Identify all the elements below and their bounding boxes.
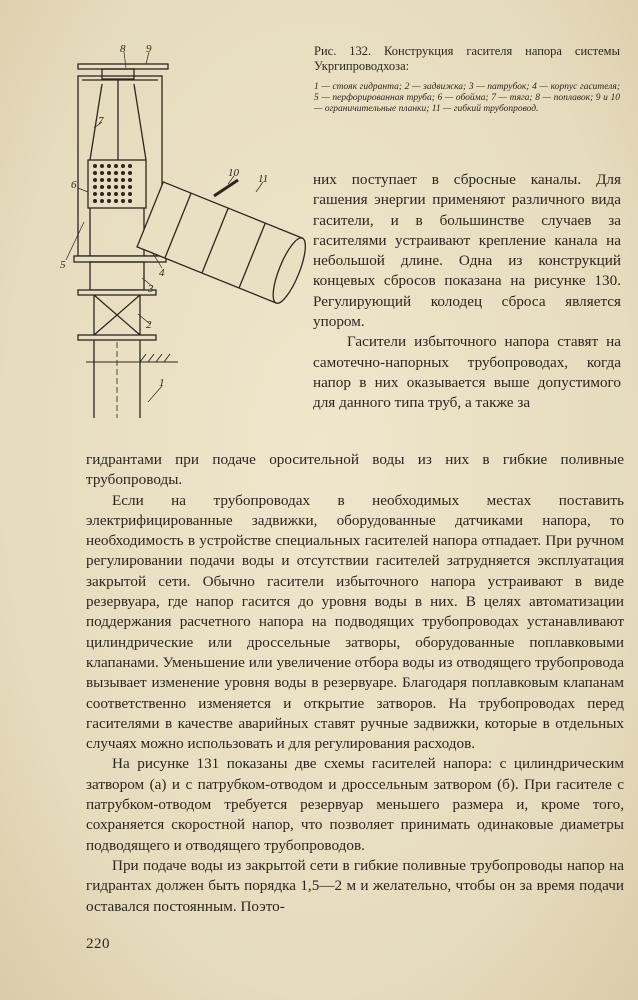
wrapped-text-column [313, 170, 621, 414]
limit-plank-10 [214, 180, 238, 196]
label-6: 6 [71, 179, 77, 191]
limit-plank-9 [78, 64, 168, 69]
figure-132-diagram [28, 42, 318, 422]
float-8 [102, 69, 134, 79]
caption-title: Рис. 132. Конструкция гасителя напора системы Укргипроводхоза: [314, 44, 620, 73]
label-5: 5 [60, 259, 66, 271]
paragraph: На рисунке 131 показаны две схемы гасителей напора: с цилиндрическим затвором (а) и с патрубком-отводом и дроссельным затвором (б). При гасителе с патрубком-отводом требуется резервуар меньшего размера и, кроме того, сохраняется скоростной напор, что позволяет принимать одинаковые диаметры подводящего и отводящего трубопроводов. [86, 755, 624, 854]
branch-pipe-3 [90, 262, 144, 290]
body-text [86, 450, 624, 917]
label-3: 3 [148, 283, 154, 295]
label-9: 9 [146, 43, 152, 55]
label-2: 2 [146, 319, 152, 331]
label-7: 7 [98, 115, 104, 127]
gate-valve-2 [94, 295, 140, 335]
caption-legend: 1 — стояк гидранта; 2 — задвижка; 3 — патрубок; 4 — корпус гасителя; 5 — перфорированная труба; 6 — обойма; 7 — тяга; 8 — поплавок; 9 и 10 — ограничительные планки; 11 — гибкий трубопровод. [314, 82, 620, 114]
label-11: 11 [258, 173, 269, 185]
label-1: 1 [159, 377, 165, 389]
figure-caption [314, 44, 620, 115]
paragraph: гидрантами при подаче оросительной воды из них в гибкие поливные трубопроводы. [86, 451, 624, 489]
paragraph: При подаче воды из закрытой сети в гибкие поливные трубопроводы напор на гидрантах должен быть порядка 1,5—2 м и желательно, чтобы он за время подачи оставался постоянным. Поэто- [86, 856, 624, 915]
paragraph: Если на трубопроводах в необходимых местах поставить электрифицированные задвижки, оборудованные датчиками напора, то необходимость в устройстве специальных гасителей напора отпадает. При ручном регулировании подачи воды и отсутствии гасителей затрудняется эксплуатация закрытой сети. Обычно гасители избыточного напора устраивают в виде резервуара, где напор гасится до уровня воды в них. В целях автоматизации поддержания расчетного напора на подводящих трубопроводах устанавливают цилиндрические или дроссельные затворы, оборудованные поплавковыми клапанами. Уменьшение или увеличение отбора воды из отводящего трубопровода вызывает изменение уровня воды в резервуаре. Благодаря поплавковым клапанам соответственно изменяется и открытие затворов. На трубопроводах перед гасителями в качестве аварийных ставят ручные задвижки, которые в отдельных случаях можно использовать и для регулирования расходов. [86, 491, 624, 753]
label-8: 8 [120, 43, 126, 55]
label-4: 4 [159, 267, 165, 279]
paragraph: Гасители избыточного напора ставят на самотечно-напорных трубопроводах, когда напор в них оказывается выше допустимого для данного типа труб, а также за [313, 333, 621, 412]
page-number: 220 [86, 936, 110, 952]
paragraph: них поступает в сбросные каналы. Для гашения энергии применяют различного вида гасители, и в большинстве случаев за гасителями устраивают крепление канала на небольшой длине. Одна из конструкций концевых сбросов показана на рисунке 130. Регулирующий колодец сброса является упором. [313, 171, 621, 331]
perforated-pipe-5 [93, 164, 132, 203]
flexible-pipe-11 [137, 182, 312, 307]
label-10: 10 [228, 167, 239, 179]
